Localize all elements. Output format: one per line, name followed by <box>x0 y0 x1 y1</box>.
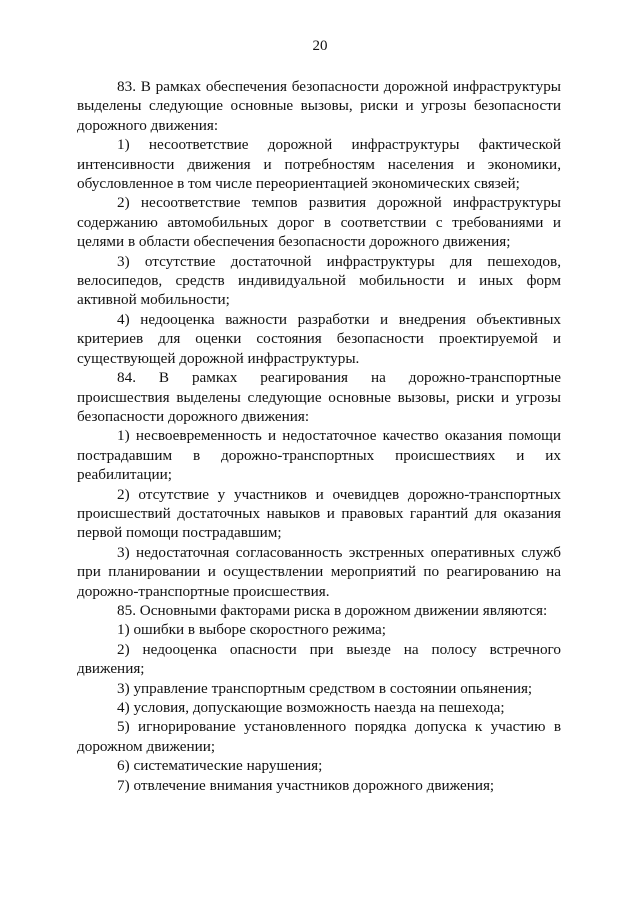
paragraph-83-item-1: 1) несоответствие дорожной инфраструктуры фактической интенсивности движения и потребностям населения и экономики, обусловленное в том числе переориентацией экономических связей; <box>77 136 561 193</box>
paragraph-85-item-1: 1) ошибки в выборе скоростного режима; <box>117 621 386 639</box>
paragraph-85-item-3: 3) управление транспортным средством в состоянии опьянения; <box>117 679 533 697</box>
paragraph-85-item-2: 2) недооценка опасности при выезде на полосу встречного движения; <box>77 640 561 678</box>
document-body <box>77 77 561 795</box>
paragraph-85-item-7: 7) отвлечение внимания участников дорожного движения; <box>117 776 495 794</box>
paragraph-85: 85. Основными факторами риска в дорожном движении являются: <box>117 601 548 619</box>
paragraph-83-item-4: 4) недооценка важности разработки и внедрения объективных критериев для оценки состояния безопасности проектируемой и существующей дорожной инфраструктуры. <box>77 310 561 367</box>
paragraph-85-item-5: 5) игнорирование установленного порядка допуска к участию в дорожном движении; <box>77 718 561 755</box>
page-number: 20 <box>312 38 328 54</box>
paragraph-84-item-1: 1) несвоевременность и недостаточное качество оказания помощи пострадавшим в дорожно-транспортных происшествиях и их реабилитации; <box>77 427 561 484</box>
paragraph-85-item-6: 6) систематические нарушения; <box>117 757 323 775</box>
paragraph-83-item-2: 2) несоответствие темпов развития дорожной инфраструктуры содержанию автомобильных дорог в соответствии с требованиями и целями в области обеспечения безопасности дорожного движения; <box>77 194 561 251</box>
paragraph-84-item-2: 2) отсутствие у участников и очевидцев дорожно-транспортных происшествий достаточных навыков и правовых гарантий для оказания первой помощи пострадавшим; <box>77 485 561 542</box>
paragraph-83-item-3: 3) отсутствие достаточной инфраструктуры для пешеходов, велосипедов, средств индивидуальной мобильности и иных форм активной мобильности; <box>77 252 561 309</box>
paragraph-83: 83. В рамках обеспечения безопасности дорожной инфраструктуры выделены следующие основные вызовы, риски и угрозы безопасности дорожного движения: <box>77 78 561 134</box>
paragraph-85-item-4: 4) условия, допускающие возможность наезда на пешехода; <box>117 699 505 716</box>
paragraph-84: 84. В рамках реагирования на дорожно-транспортные происшествия выделены следующие основные вызовы, риски и угрозы безопасности дорожного движения: <box>77 369 561 425</box>
paragraph-84-item-3: 3) недостаточная согласованность экстренных оперативных служб при планировании и осуществлении мероприятий по реагированию на дорожно-транспортные происшествия. <box>77 543 561 600</box>
